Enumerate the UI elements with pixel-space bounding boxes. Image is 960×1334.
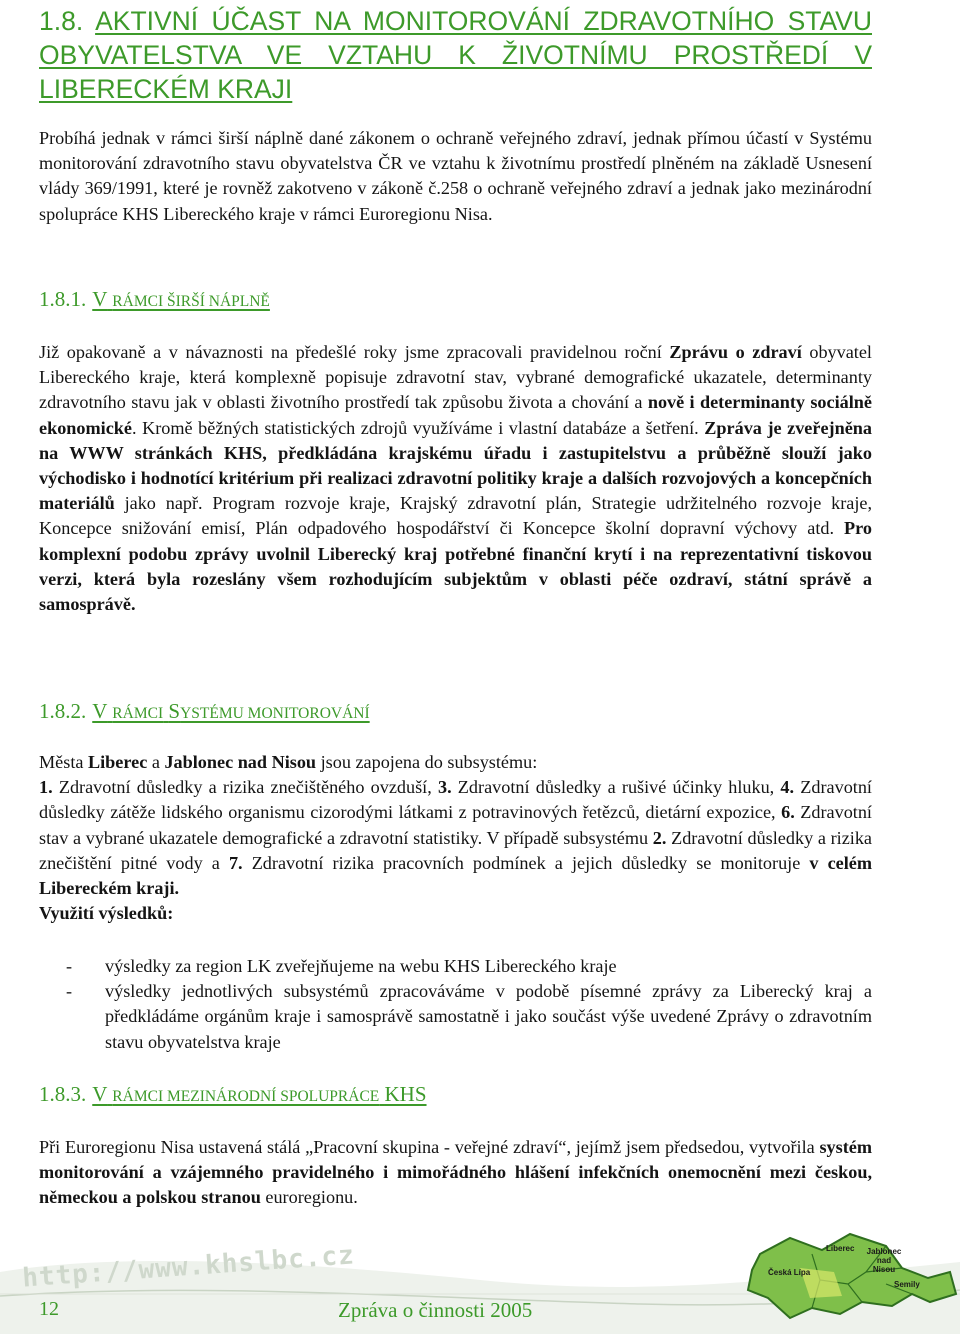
- bold-run: nově i determinanty sociálně ekonomické: [39, 392, 872, 438]
- map-label-liberec: Liberec: [826, 1244, 855, 1253]
- text-run: jako např. Program rozvoje kraje, Krajský zdravotní plán, Strategie udržitelného rozvoje kraje, Koncepce snižování emisí, Plán odpadového hospodářství či Koncepce školní dopravní výchovy atd.: [39, 493, 872, 539]
- section-title: RÁMCI ŠIRŠÍ NÁPLNĚ: [112, 293, 270, 310]
- page-number: 12: [39, 1298, 59, 1320]
- section-heading-1-8-2: [39, 698, 370, 727]
- text-run: Zdravotní rizika pracovních podmínek a jejich důsledky se monitoruje: [242, 852, 810, 873]
- section-title-initial: V: [92, 287, 108, 311]
- map-label-ceska-lipa: Česká Lípa: [768, 1268, 811, 1277]
- city-liberec: Liberec: [88, 752, 148, 772]
- subsystem-number: 3.: [437, 777, 452, 798]
- text-run: Při Euroregionu Nisa ustavená stálá „Pracovní skupina - veřejné zdraví“, jejímž jsem předsedou, vytvořila: [39, 1137, 820, 1157]
- text-run: Zdravotní důsledky a rušivé účinky hluku,: [451, 777, 781, 798]
- text-run: jsou zapojena do subsystému:: [316, 752, 538, 772]
- section1-paragraph: [39, 340, 872, 617]
- text-run: Města: [39, 752, 88, 772]
- dash-bullet: -: [66, 956, 73, 976]
- section-number: 1.8.3.: [39, 1082, 87, 1106]
- footer-url: http://www.khslbc.cz: [21, 1240, 356, 1294]
- subsystem-number: 4.: [780, 777, 795, 798]
- intro-paragraph: Probíhá jednak v rámci širší náplně dané zákonem o ochraně veřejného zdraví, jednak přímou účastí v Systému monitorování zdravotního stavu obyvatelstva ČR ve vztahu k životnímu prostředí plněném na základě Usnesení vlády 369/1991, které je rovněž zakotveno v zákoně č.258 o ochraně veřejného zdraví a jednak jako mezinárodní spolupráce KHS Libereckého kraje v rámci Euroregionu Nisa.: [39, 128, 872, 224]
- section-title-initial: V: [92, 699, 108, 723]
- dash-bullet: -: [66, 981, 73, 1002]
- main-heading: [39, 4, 872, 106]
- section-heading-1-8-3: [39, 1081, 427, 1110]
- section-title-initial-s: S: [168, 699, 181, 723]
- bold-run: Zpráva je zveřejněna na WWW stránkách KHS, předkládána krajskému úřadu i zastupitelstvu a průběžně slouží jako východisko i hodnotící kritérium při realizaci zdravotní politiky kraje a dalších rozvojových a koncepčních materiálů: [39, 417, 872, 514]
- text-run: a: [147, 752, 165, 772]
- section-title-initial: V: [92, 1082, 108, 1106]
- section-title: RÁMCI MEZINÁRODNÍ SPOLUPRÁCE: [112, 1088, 380, 1105]
- text-run: . Kromě běžných statistických zdrojů využíváme i vlastní databáze a šetření.: [131, 417, 705, 438]
- list-item-text: výsledky jednotlivých subsystémů zpracováváme v podobě písemné zprávy za Liberecký kraj a předkládáme orgánům kraje i samosprávě samostatně i jako součást výše uvedené Zprávy o zdravotním stavu obyvatelstva kraje: [105, 981, 872, 1052]
- text-run: Zdravotní stav a vybrané ukazatele demografické a zdravotní statistiky. V případě subsystému: [39, 802, 872, 848]
- subsystem-number: 7.: [228, 852, 243, 873]
- subsystem-number: 6.: [781, 802, 795, 823]
- map-label-semily: Semily: [894, 1280, 920, 1289]
- heading-number: 1.8.: [39, 6, 84, 36]
- text-run: Již opakovaně a v návaznosti na předešlé roky jsme zpracovali pravidelnou roční: [39, 342, 670, 362]
- section3-paragraph: [39, 1135, 872, 1211]
- bold-run: systém monitorování a vzájemného pravidelného i mimořádného hlášení infekčních onemocnění mezi českou, německou a polskou stranou: [39, 1137, 872, 1208]
- list-item: [66, 979, 872, 1055]
- text-run: obyvatel Libereckého kraje, která komplexně popisuje zdravotní stav, vybrané demografické ukazatele, determinanty zdravotního stavu jak v oblasti životního prostředí tak způsobu života a chování a: [39, 342, 872, 413]
- text-run: euroregionu.: [260, 1187, 358, 1208]
- section-heading-1-8-1: [39, 286, 270, 315]
- bold-run: Pro komplexní podobu zprávy uvolnil Liberecký kraj potřebné finanční krytí i na reprezentativní tiskovou verzi, která byla rozeslány všem rozhodujícím subjektům v oblasti péče ozdraví, státní správě a samosprávě.: [39, 518, 872, 615]
- text-run: Zdravotní důsledky zátěže lidského organismu cizorodými látkami z potravinových řetězců, dietární expozice,: [39, 777, 872, 823]
- section-number: 1.8.1.: [39, 287, 87, 311]
- map-label-jablonec: Jablonec nad Nisou: [866, 1247, 902, 1274]
- city-jablonec: Jablonec nad Nisou: [164, 752, 317, 772]
- usage-list: [66, 954, 872, 1055]
- footer-title: Zpráva o činnosti 2005: [338, 1298, 533, 1322]
- section-number: 1.8.2.: [39, 699, 87, 723]
- section2-paragraph: [39, 750, 872, 926]
- usage-title: Využití výsledků:: [39, 903, 174, 924]
- bold-run: v celém Libereckém kraji.: [39, 852, 873, 899]
- subsystem-number: 2.: [652, 827, 667, 848]
- section-title: YSTÉMU MONITOROVÁNÍ: [180, 705, 370, 722]
- text-run: Zdravotní důsledky a rizika znečištění pitné vody a: [39, 827, 872, 873]
- section-title-word: RÁMCI: [112, 705, 164, 722]
- bold-run: Zprávu o zdraví: [669, 342, 802, 362]
- list-item-text: výsledky za region LK zveřejňujeme na webu KHS Libereckého kraje: [105, 956, 617, 976]
- text-run: Zdravotní důsledky a rizika znečištěného ovzduší,: [52, 777, 438, 798]
- heading-text: AKTIVNÍ ÚČAST NA MONITOROVÁNÍ ZDRAVOTNÍHO STAVU OBYVATELSTVA VE VZTAHU K ŽIVOTNÍMU PROSTŘEDÍ V LIBERECKÉM KRAJI: [39, 6, 872, 104]
- subsystem-number: 1.: [39, 777, 53, 798]
- list-item: [66, 954, 872, 979]
- section-title-khs: KHS: [384, 1082, 427, 1106]
